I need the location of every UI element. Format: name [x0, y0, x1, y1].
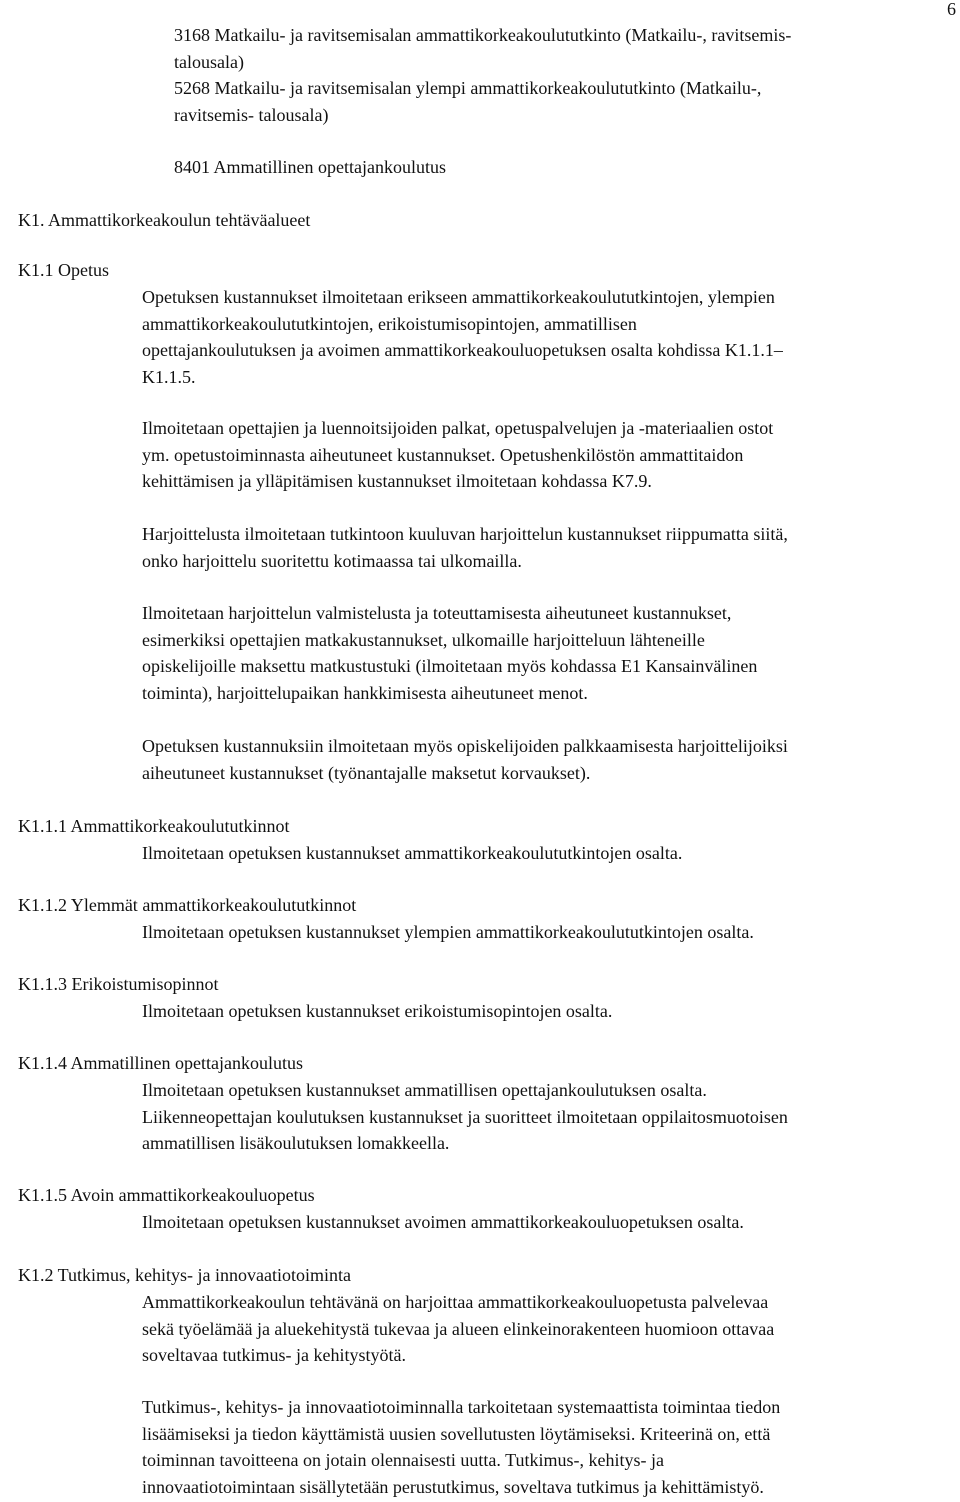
subsection-heading-k1-1-2: K1.1.2 Ylemmät ammattikorkeakoulututkinnot — [18, 895, 357, 915]
text-line: Ilmoitetaan opetuksen kustannukset ylempien ammattikorkeakoulututkintojen osalta. — [142, 922, 754, 942]
text-line: innovaatiotoimintaan sisällytetään perustutkimus, soveltava tutkimus ja kehittämistyö. — [142, 1476, 764, 1497]
degree-line: talousala) — [174, 51, 244, 72]
text-line: Liikenneopettajan koulutuksen kustannukset ja suoritteet ilmoitetaan oppilaitosmuotoisen — [142, 1106, 788, 1127]
text-line: ammatillisen lisäkoulutuksen lomakkeella. — [142, 1133, 450, 1153]
text-line: kehittämisen ja ylläpitämisen kustannukset ilmoitetaan kohdassa K7.9. — [142, 471, 652, 491]
text-line: opettajankoulutuksen ja avoimen ammattikorkeakouluopetuksen osalta kohdissa K1.1.1– — [142, 340, 783, 360]
paragraph-opetus-5 — [142, 733, 788, 786]
degree-line: ravitsemis- talousala) — [174, 104, 329, 125]
paragraph-opetus-2 — [142, 415, 773, 495]
text-line: Opetuksen kustannukset ilmoitetaan erikseen ammattikorkeakoulututkintojen, ylempien — [142, 287, 775, 307]
text-line: aiheutuneet kustannukset (työnantajalle maksetut korvaukset). — [142, 762, 591, 783]
text-line: sekä työelämää ja aluekehitystä tukevaa ja alueen elinkeinorakenteen huomioon ottavaa — [142, 1318, 775, 1339]
text-line: esimerkiksi opettajien matkakustannukset, ulkomaille harjoitteluun lähteneille — [142, 629, 705, 650]
text-line: toiminnan tavoitteena on jotain olennaisesti uutta. Tutkimus-, kehitys- ja — [142, 1450, 664, 1470]
section-heading-k1-2: K1.2 Tutkimus, kehitys- ja innovaatiotoiminta — [18, 1265, 351, 1285]
text-line: Ilmoitetaan opetuksen kustannukset ammattikorkeakoulututkintojen osalta. — [142, 843, 683, 863]
section-heading-k1: K1. Ammattikorkeakoulun tehtäväalueet — [18, 210, 311, 230]
text-line: toiminta), harjoittelupaikan hankkimisesta aiheutuneet menot. — [142, 682, 588, 703]
degree-line-8401: 8401 Ammatillinen opettajankoulutus — [174, 157, 446, 177]
text-line: Harjoittelusta ilmoitetaan tutkintoon kuuluvan harjoittelun kustannukset riippumatta siitä, — [142, 524, 788, 544]
paragraph-tki-2 — [142, 1394, 780, 1500]
paragraph-opetus-1 — [142, 284, 783, 390]
text-line: K1.1.5. — [142, 366, 196, 387]
page-number: 6 — [947, 0, 956, 19]
text-line: Ammattikorkeakoulun tehtävänä on harjoittaa ammattikorkeakouluopetusta palvelevaa — [142, 1292, 769, 1312]
text-line: Tutkimus-, kehitys- ja innovaatiotoiminnalla tarkoitetaan systemaattista toimintaa tiedon — [142, 1397, 781, 1417]
degree-line: 5268 Matkailu- ja ravitsemisalan ylempi ammattikorkeakoulututkinto (Matkailu-, — [174, 78, 762, 98]
subsection-heading-k1-1-5: K1.1.5 Avoin ammattikorkeakouluopetus — [18, 1185, 315, 1205]
subsection-heading-k1-1-1: K1.1.1 Ammattikorkeakoulututkinnot — [18, 816, 290, 836]
text-line: soveltavaa tutkimus- ja kehitystyötä. — [142, 1345, 406, 1365]
text-line: Ilmoitetaan harjoittelun valmistelusta ja toteuttamisesta aiheutuneet kustannukset, — [142, 603, 732, 623]
paragraph-opetus-3 — [142, 521, 788, 574]
degree-list — [174, 22, 791, 128]
text-line: Opetuksen kustannuksiin ilmoitetaan myös opiskelijoiden palkkaamisesta harjoittelijoiksi — [142, 736, 788, 756]
text-line: ym. opetustoiminnasta aiheutuneet kustannukset. Opetushenkilöstön ammattitaidon — [142, 444, 744, 465]
subsection-heading-k1-1-4: K1.1.4 Ammatillinen opettajankoulutus — [18, 1053, 303, 1073]
subsection-text-k1-1-1 — [142, 840, 682, 867]
subsection-heading-k1-1-3: K1.1.3 Erikoistumisopinnot — [18, 974, 219, 994]
text-line: onko harjoittelu suoritettu kotimaassa tai ulkomailla. — [142, 550, 522, 571]
subsection-text-k1-1-4 — [142, 1077, 788, 1157]
text-line: opiskelijoille maksettu matkustustuki (ilmoitetaan myös kohdassa E1 Kansainvälinen — [142, 656, 758, 676]
text-line: Ilmoitetaan opetuksen kustannukset ammatillisen opettajankoulutuksen osalta. — [142, 1080, 707, 1100]
paragraph-opetus-4 — [142, 600, 757, 706]
subsection-text-k1-1-2 — [142, 919, 754, 946]
section-heading-k1-1: K1.1 Opetus — [18, 260, 109, 280]
text-line: Ilmoitetaan opettajien ja luennoitsijoiden palkat, opetuspalvelujen ja -materiaalien ostot — [142, 418, 774, 438]
text-line: Ilmoitetaan opetuksen kustannukset erikoistumisopintojen osalta. — [142, 1001, 613, 1021]
paragraph-tki-1 — [142, 1289, 774, 1369]
subsection-text-k1-1-3 — [142, 998, 612, 1025]
degree-line: 3168 Matkailu- ja ravitsemisalan ammattikorkeakoulututkinto (Matkailu-, ravitsemis- — [174, 25, 792, 45]
text-line: Ilmoitetaan opetuksen kustannukset avoimen ammattikorkeakouluopetuksen osalta. — [142, 1212, 744, 1232]
subsection-text-k1-1-5 — [142, 1209, 744, 1236]
text-line: lisäämiseksi ja tiedon käyttämistä uusien sovellutusten löytämiseksi. Kriteerinä on, että — [142, 1423, 771, 1444]
text-line: ammattikorkeakoulututkintojen, erikoistumisopintojen, ammatillisen — [142, 313, 637, 334]
